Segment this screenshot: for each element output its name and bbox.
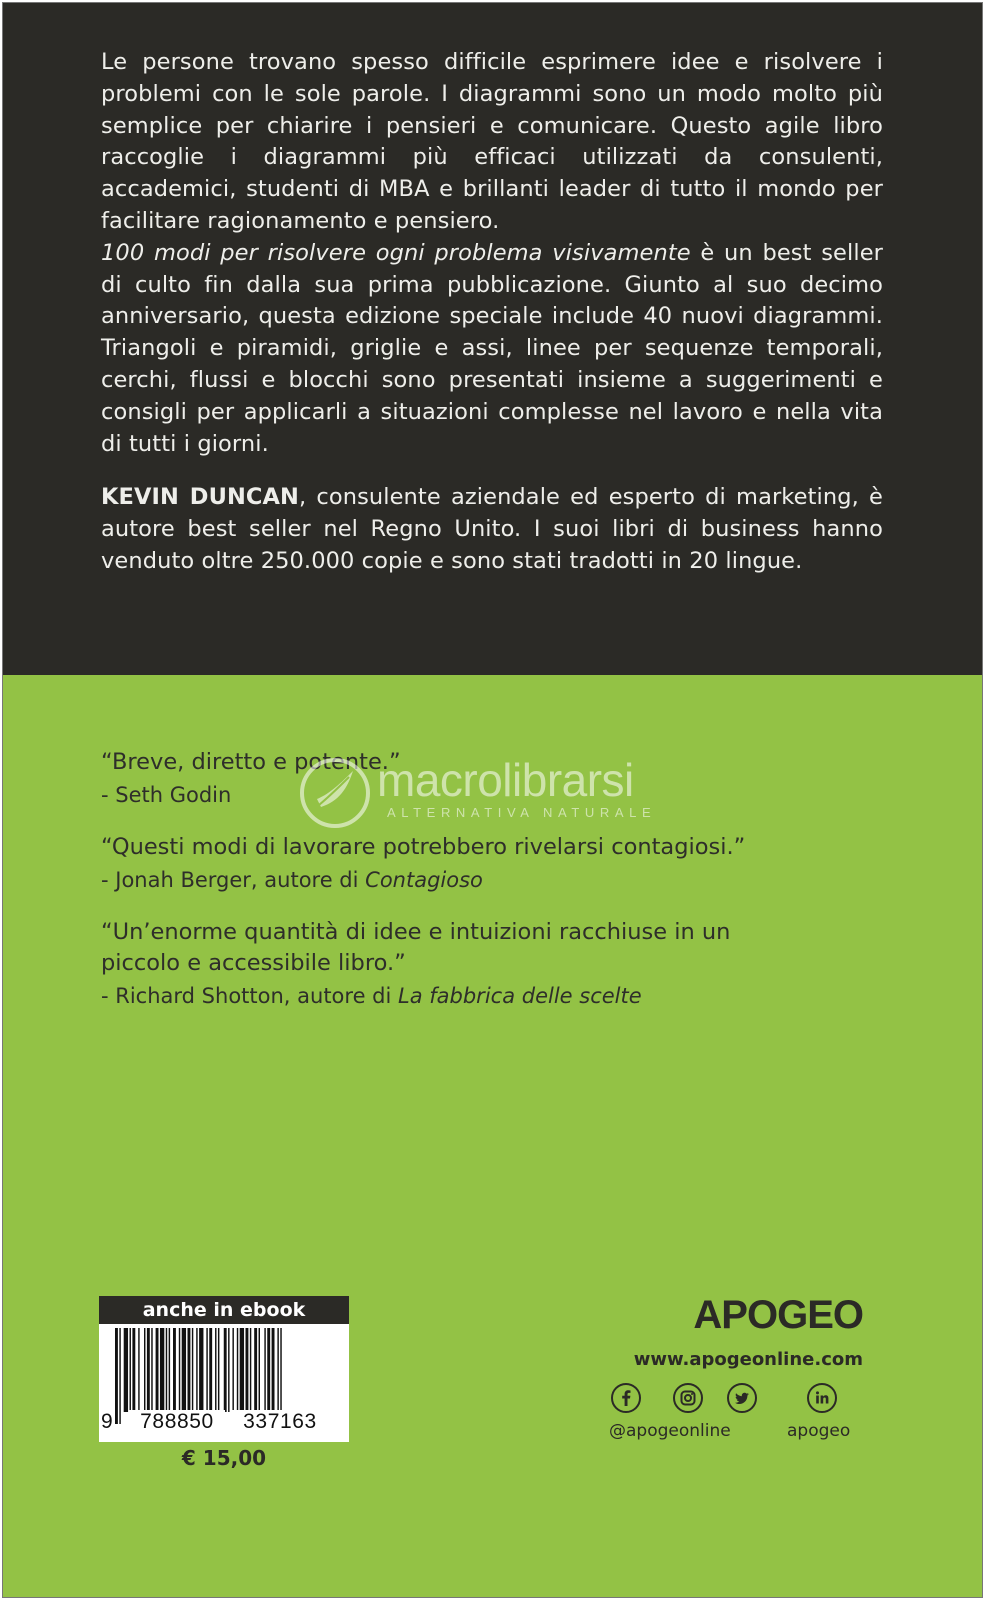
social-links xyxy=(611,1383,871,1417)
testimonial-quote: “Un’enorme quantità di idee e intuizioni racchiuse in un piccolo e accessibile libro.” xyxy=(101,919,731,976)
book-back-cover xyxy=(2,2,983,1598)
barcode-bar xyxy=(218,1328,219,1412)
barcode-bar xyxy=(151,1328,152,1412)
barcode-bar xyxy=(224,1328,227,1412)
isbn-group-2: 337163 xyxy=(232,1410,328,1434)
barcode-area xyxy=(99,1296,349,1444)
testimonial-author-name: - Seth Godin xyxy=(101,783,232,807)
barcode-bar xyxy=(173,1328,176,1412)
barcode-bar xyxy=(254,1328,257,1412)
social-handle[interactable]: @apogeonline xyxy=(609,1421,731,1441)
isbn-group-1: 788850 xyxy=(129,1410,225,1434)
barcode-bar xyxy=(192,1328,193,1412)
watermark xyxy=(297,753,697,833)
watermark-tagline: ALTERNATIVA NATURALE xyxy=(387,805,657,820)
testimonial xyxy=(101,917,801,1011)
instagram-icon[interactable] xyxy=(673,1383,703,1413)
barcode-bar xyxy=(277,1328,278,1412)
barcode-bar xyxy=(124,1328,128,1412)
barcode-bar xyxy=(115,1328,118,1424)
barcode-bar xyxy=(169,1328,170,1412)
testimonial-quote: “Questi modi di lavorare potrebbero rivelarsi contagiosi.” xyxy=(101,834,746,860)
book-title: 100 modi per risolvere ogni problema visivamente xyxy=(101,239,691,266)
barcode-bar xyxy=(259,1328,260,1412)
testimonial-author-name: - Richard Shotton, autore di xyxy=(101,984,399,1008)
barcode-bar xyxy=(182,1328,186,1412)
publisher-url[interactable]: www.apogeonline.com xyxy=(633,1349,863,1370)
barcode-bar xyxy=(215,1328,216,1412)
barcode-bar xyxy=(264,1328,265,1412)
barcode-bar xyxy=(144,1328,145,1412)
description-paragraph-2-text: è un best seller di culto fin dalla sua prima pubblicazione. Giunto al suo decimo anniversario, questa edizione speciale include 40 nuovi diagrammi. Triangoli e piramidi, griglie e assi, linee per sequenze temporali, cerchi, flussi e blocchi sono presentati insieme a suggerimenti e consigli per applicarli a situazioni complesse nel lavoro e nella vita di tutti i giorni. xyxy=(101,239,883,457)
barcode-bar xyxy=(138,1328,139,1412)
barcode-bar xyxy=(196,1328,197,1412)
testimonial-quote: “Breve, diretto e potente.” xyxy=(101,749,401,775)
linkedin-handle[interactable]: apogeo xyxy=(787,1421,851,1441)
barcode-bar xyxy=(250,1328,251,1412)
barcode-bar xyxy=(132,1328,135,1412)
dark-panel xyxy=(3,3,982,675)
barcode-bar xyxy=(267,1328,270,1412)
description-paragraph-1: Le persone trovano spesso difficile esprimere idee e risolvere i problemi con le sole parole. I diagrammi sono un modo molto più semplice per chiarire i pensieri e comunicare. Questo agile libro raccoglie i diagrammi più efficaci utilizzati da consulenti, accademici, studenti di MBA e brillanti leader di tutto il mondo per facilitare ragionamento e pensiero. xyxy=(101,49,883,234)
barcode-bar xyxy=(179,1328,180,1412)
author-name: KEVIN DUNCAN xyxy=(101,484,299,511)
twitter-icon[interactable] xyxy=(727,1383,757,1413)
barcode-bar xyxy=(156,1328,159,1412)
price: € 15,00 xyxy=(181,1446,267,1470)
testimonial-work-title: La fabbrica delle scelte xyxy=(398,984,642,1008)
testimonial-author-name: - Jonah Berger, autore di xyxy=(101,868,366,892)
leaf-logo-icon xyxy=(297,755,373,831)
isbn-digit: 9 xyxy=(101,1410,113,1433)
testimonial-work-title: Contagioso xyxy=(365,868,483,892)
testimonial-author xyxy=(101,865,801,895)
facebook-icon[interactable] xyxy=(611,1383,641,1413)
linkedin-icon[interactable] xyxy=(807,1383,837,1413)
barcode-bar xyxy=(166,1328,167,1412)
barcode-bar xyxy=(237,1328,238,1412)
description-paragraph-2 xyxy=(101,238,883,461)
barcode-bar xyxy=(119,1328,120,1424)
testimonial-author xyxy=(101,981,801,1011)
barcode-bar xyxy=(130,1328,131,1412)
description xyxy=(101,47,883,578)
barcode-bar xyxy=(272,1328,275,1412)
publisher-logo: APOGEO xyxy=(693,1293,863,1337)
barcode-bar xyxy=(232,1328,233,1412)
barcode-bar xyxy=(209,1328,212,1412)
author-bio xyxy=(101,482,883,577)
ebook-label: anche in ebook xyxy=(99,1296,349,1324)
barcode-bar xyxy=(160,1328,164,1412)
barcode-bar xyxy=(246,1328,249,1412)
barcode-bar xyxy=(240,1328,244,1412)
testimonial xyxy=(101,832,801,895)
barcode-bar xyxy=(147,1328,150,1412)
barcode-bar xyxy=(188,1328,191,1412)
barcode-bar xyxy=(206,1328,207,1412)
barcode xyxy=(99,1324,349,1442)
author-bio-text: , consulente aziendale ed esperto di marketing, è autore best seller nel Regno Unito. I suoi libri di business hanno venduto oltre 250.000 copie e sono stati tradotti in 20 lingue. xyxy=(101,484,883,574)
barcode-bar xyxy=(228,1328,229,1412)
watermark-brand: macrolibrarsi xyxy=(377,754,634,806)
